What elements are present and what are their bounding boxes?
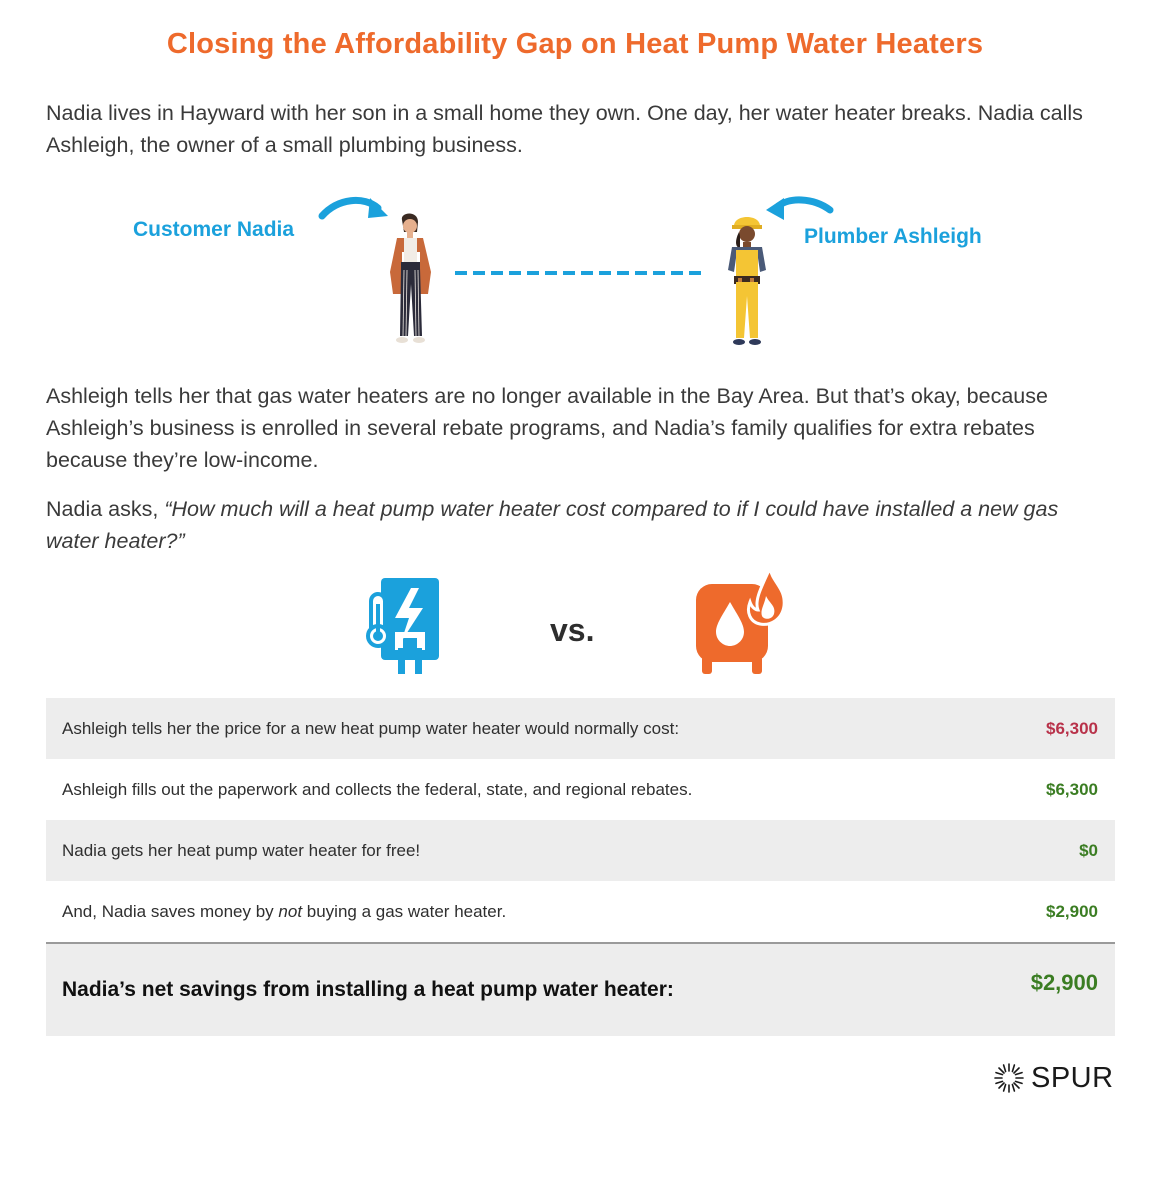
cost-table [46, 698, 1115, 1036]
row-text: Ashleigh fills out the paperwork and collects the federal, state, and regional rebates. [62, 779, 693, 799]
question-quote: “How much will a heat pump water heater cost compared to if I could have installed a new gas water heater?” [46, 497, 1059, 553]
row-amount: $2,900 [1046, 901, 1098, 921]
table-row [46, 698, 1115, 759]
row-text: Ashleigh tells her the price for a new heat pump water heater would normally cost: [62, 718, 680, 738]
row-amount: $6,300 [1046, 779, 1098, 799]
customer-label: Customer Nadia [133, 218, 295, 241]
customer-arrow-icon [318, 194, 390, 226]
spur-sun-icon [993, 1062, 1025, 1094]
question-prefix: Nadia asks, [46, 497, 165, 521]
row-text-emphasis: not [278, 901, 303, 921]
row-amount: $6,300 [1046, 718, 1098, 738]
total-amount: $2,900 [1030, 970, 1098, 995]
total-row [46, 944, 1115, 1036]
customer-figure [384, 212, 440, 348]
vs-label: vs. [550, 612, 595, 648]
intro-paragraph: Nadia lives in Hayward with her son in a small home they own. One day, her water heater breaks. Nadia calls Ashleigh, the owner of a small plumbing business. [46, 101, 1083, 157]
table-row [46, 759, 1115, 820]
row-amount: $0 [1079, 840, 1098, 860]
row-text-part: And, Nadia saves money by [62, 901, 279, 921]
connection-dashed-line [455, 269, 705, 277]
spur-logo-text: SPUR [1031, 1061, 1114, 1094]
heat-pump-water-heater-icon [365, 574, 465, 678]
plumber-label: Plumber Ashleigh [804, 225, 982, 248]
question-paragraph [46, 493, 1106, 557]
plumber-figure [720, 212, 776, 348]
row-text-part: buying a gas water heater. [302, 901, 507, 921]
table-row [46, 881, 1115, 942]
page-title: Closing the Affordability Gap on Heat Pump Water Heaters [166, 28, 984, 60]
story-paragraph: Ashleigh tells her that gas water heaters are no longer available in the Bay Area. But that’s okay, because Ashleigh’s business is enrolled in several rebate programs, and Nadia’s family qualifies for extra rebates because they’re low-income. [46, 384, 1048, 472]
spur-logo [993, 1060, 1114, 1096]
row-text: Nadia gets her heat pump water heater for free! [62, 840, 421, 860]
table-row [46, 820, 1115, 881]
total-label: Nadia’s net savings from installing a heat pump water heater: [62, 978, 674, 1001]
gas-water-heater-icon [692, 566, 792, 678]
row-text [62, 902, 506, 922]
plumber-arrow-icon [762, 196, 834, 228]
